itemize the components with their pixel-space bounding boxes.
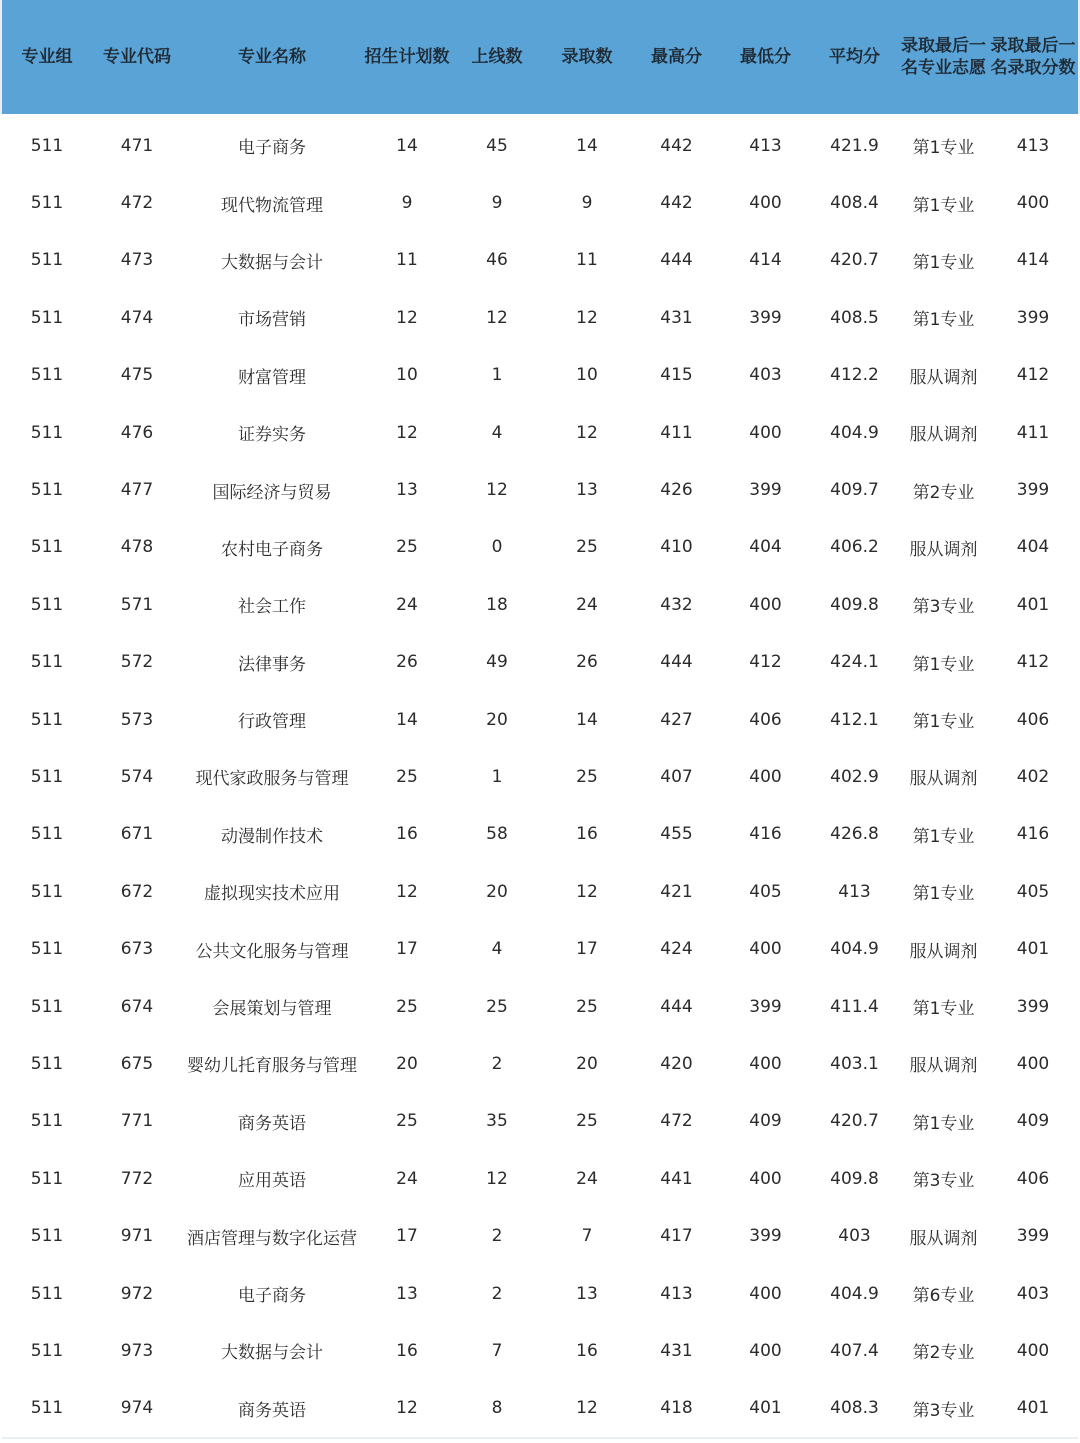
- cell-admitted: 12: [576, 422, 598, 443]
- cell-max: 441: [660, 1168, 693, 1189]
- header-plan: 招生计划数: [364, 47, 450, 67]
- cell-admitted: 16: [576, 824, 598, 845]
- cell-last-choice: 服从调剂: [909, 769, 978, 790]
- cell-plan: 17: [396, 1226, 418, 1247]
- table-row: [2, 748, 1078, 805]
- header-name: 专业名称: [238, 47, 306, 67]
- cell-name: 商务英语: [238, 1400, 306, 1421]
- cell-last-score: 406: [1016, 1168, 1050, 1189]
- cell-group: 511: [30, 480, 64, 501]
- table-row: [2, 1035, 1078, 1092]
- cell-code: 973: [120, 1340, 154, 1361]
- cell-max: 442: [660, 193, 693, 214]
- cell-min: 404: [749, 537, 782, 558]
- cell-avg: 408.5: [830, 307, 879, 328]
- cell-name: 动漫制作技术: [221, 826, 323, 847]
- cell-avg: 404.9: [830, 1283, 879, 1304]
- table-row: [2, 1265, 1078, 1322]
- header-min: 最低分: [740, 47, 791, 67]
- cell-admitted: 11: [576, 250, 598, 271]
- cell-min: 399: [749, 480, 782, 501]
- cell-code: 772: [120, 1168, 154, 1189]
- table-row: [2, 404, 1078, 461]
- cell-min: 399: [749, 1226, 782, 1247]
- cell-plan: 25: [396, 1111, 418, 1132]
- cell-last-score: 416: [1016, 824, 1050, 845]
- table-row: [2, 1207, 1078, 1264]
- cell-online: 49: [486, 652, 508, 673]
- cell-plan: 12: [396, 307, 418, 328]
- cell-name: 行政管理: [238, 712, 306, 733]
- cell-group: 511: [30, 1226, 64, 1247]
- cell-avg: 408.3: [830, 1398, 879, 1419]
- cell-online: 46: [486, 250, 508, 271]
- cell-avg: 424.1: [830, 652, 879, 673]
- cell-group: 511: [30, 193, 64, 214]
- cell-name: 市场营销: [238, 310, 306, 331]
- cell-last-choice: 第3专业: [912, 1171, 975, 1192]
- cell-name: 电子商务: [238, 1286, 306, 1306]
- cell-last-choice: 第3专业: [912, 1400, 975, 1421]
- header-code: 专业代码: [103, 47, 171, 67]
- table-row: [2, 978, 1078, 1035]
- cell-last-score: 400: [1016, 1340, 1050, 1361]
- cell-online: 20: [486, 881, 508, 902]
- cell-code: 473: [120, 250, 154, 271]
- cell-code: 675: [120, 1053, 154, 1074]
- cell-online: 7: [491, 1340, 503, 1361]
- cell-group: 511: [30, 709, 64, 730]
- cell-last-score: 404: [1016, 537, 1050, 558]
- cell-last-score: 399: [1016, 996, 1050, 1017]
- cell-code: 477: [120, 480, 154, 501]
- cell-plan: 11: [396, 250, 418, 271]
- cell-group: 511: [30, 996, 64, 1017]
- cell-group: 511: [30, 537, 64, 558]
- cell-last-score: 412: [1016, 652, 1050, 673]
- cell-min: 400: [749, 1340, 782, 1361]
- cell-admitted: 20: [576, 1053, 598, 1074]
- cell-last-choice: 服从调剂: [909, 1228, 978, 1249]
- cell-code: 572: [120, 652, 154, 673]
- table-row: [2, 347, 1078, 404]
- table-header: [0, 0, 1080, 114]
- cell-avg: 426.8: [830, 824, 879, 845]
- cell-admitted: 26: [576, 652, 598, 673]
- cell-code: 474: [120, 307, 154, 328]
- cell-last-choice: 第1专业: [912, 1113, 975, 1134]
- cell-max: 431: [660, 1340, 693, 1361]
- cell-last-score: 405: [1016, 881, 1050, 902]
- cell-plan: 12: [396, 422, 418, 443]
- cell-avg: 403: [838, 1226, 871, 1247]
- cell-last-score: 401: [1016, 1398, 1050, 1419]
- table-row: [2, 1093, 1078, 1150]
- cell-admitted: 9: [581, 193, 593, 214]
- cell-last-score: 402: [1016, 766, 1050, 787]
- cell-name: 酒店管理与数字化运营: [187, 1228, 357, 1249]
- cell-admitted: 14: [576, 135, 598, 156]
- cell-plan: 14: [396, 135, 418, 156]
- cell-group: 511: [30, 365, 64, 386]
- cell-min: 400: [749, 766, 782, 787]
- cell-last-choice: 第1专业: [912, 310, 975, 331]
- cell-admitted: 24: [576, 594, 598, 615]
- cell-name: 电子商务: [238, 138, 306, 159]
- cell-online: 2: [491, 1226, 503, 1247]
- header-group: 专业组: [21, 47, 73, 67]
- cell-name: 社会工作: [238, 597, 306, 618]
- cell-max: 411: [660, 422, 693, 443]
- cell-avg: 421.9: [830, 135, 879, 156]
- cell-code: 974: [120, 1398, 154, 1419]
- cell-max: 424: [660, 939, 693, 960]
- cell-max: 420: [660, 1053, 693, 1074]
- cell-last-score: 401: [1016, 594, 1050, 615]
- cell-online: 25: [486, 996, 508, 1017]
- cell-admitted: 25: [576, 1111, 598, 1132]
- table-row: [2, 806, 1078, 863]
- cell-online: 2: [491, 1283, 503, 1304]
- cell-admitted: 13: [576, 1283, 598, 1304]
- cell-last-choice: 第2专业: [912, 1343, 975, 1364]
- cell-last-score: 414: [1016, 250, 1050, 271]
- table-row: [2, 576, 1078, 633]
- cell-last-choice: 第1专业: [912, 712, 975, 733]
- cell-last-choice: 第3专业: [912, 597, 975, 618]
- table-row: [2, 691, 1078, 748]
- cell-code: 476: [120, 422, 154, 443]
- cell-plan: 13: [396, 480, 418, 501]
- cell-name: 应用英语: [238, 1171, 306, 1192]
- cell-avg: 412.1: [830, 709, 879, 730]
- cell-max: 410: [660, 537, 693, 558]
- cell-name: 大数据与会计: [221, 252, 323, 273]
- cell-last-score: 400: [1016, 1053, 1050, 1074]
- table-row: [2, 289, 1078, 346]
- cell-online: 4: [491, 939, 503, 960]
- cell-last-choice: 服从调剂: [909, 367, 978, 388]
- cell-plan: 25: [396, 537, 418, 558]
- cell-min: 403: [749, 365, 782, 386]
- cell-group: 511: [30, 939, 64, 960]
- cell-min: 400: [749, 422, 782, 443]
- cell-min: 400: [749, 193, 782, 214]
- cell-min: 400: [749, 594, 782, 615]
- cell-max: 432: [660, 594, 693, 615]
- cell-last-score: 411: [1016, 422, 1050, 443]
- cell-name: 商务英语: [238, 1113, 306, 1134]
- cell-admitted: 7: [581, 1226, 593, 1247]
- cell-online: 45: [486, 135, 508, 156]
- cell-code: 472: [120, 193, 154, 214]
- cell-group: 511: [30, 250, 64, 271]
- cell-last-score: 409: [1016, 1111, 1050, 1132]
- cell-name: 大数据与会计: [221, 1343, 323, 1364]
- cell-code: 971: [120, 1226, 154, 1247]
- cell-min: 400: [749, 1283, 782, 1304]
- cell-group: 511: [30, 1398, 64, 1419]
- cell-last-choice: 服从调剂: [909, 1056, 978, 1077]
- cell-avg: 409.7: [830, 480, 879, 501]
- cell-admitted: 12: [576, 1398, 598, 1419]
- cell-online: 35: [486, 1111, 508, 1132]
- cell-min: 412: [749, 652, 782, 673]
- cell-min: 400: [749, 1168, 782, 1189]
- cell-max: 444: [660, 250, 693, 271]
- cell-last-score: 399: [1016, 307, 1050, 328]
- cell-min: 400: [749, 1053, 782, 1074]
- cell-max: 431: [660, 307, 693, 328]
- table-row: [2, 1150, 1078, 1207]
- cell-avg: 408.4: [830, 193, 879, 214]
- cell-avg: 402.9: [830, 766, 879, 787]
- cell-name: 公共文化服务与管理: [195, 941, 349, 962]
- cell-max: 426: [660, 480, 693, 501]
- cell-avg: 409.8: [830, 594, 879, 615]
- cell-last-choice: 服从调剂: [909, 941, 978, 962]
- cell-avg: 413: [838, 881, 871, 902]
- cell-online: 4: [491, 422, 503, 443]
- table-row: [2, 461, 1078, 518]
- cell-last-choice: 第1专业: [912, 252, 975, 273]
- cell-code: 673: [120, 939, 154, 960]
- cell-admitted: 12: [576, 307, 598, 328]
- cell-group: 511: [30, 881, 64, 902]
- cell-plan: 10: [396, 365, 418, 386]
- cell-min: 401: [749, 1398, 782, 1419]
- cell-avg: 412.2: [830, 365, 879, 386]
- cell-online: 20: [486, 709, 508, 730]
- cell-avg: 404.9: [830, 422, 879, 443]
- cell-admitted: 12: [576, 881, 598, 902]
- cell-min: 405: [749, 881, 782, 902]
- cell-admitted: 14: [576, 709, 598, 730]
- header-avg: 平均分: [829, 47, 880, 67]
- cell-code: 471: [120, 135, 154, 156]
- cell-avg: 407.4: [830, 1340, 879, 1361]
- cell-last-choice: 第1专业: [912, 884, 975, 905]
- cell-max: 455: [660, 824, 693, 845]
- cell-plan: 12: [396, 1398, 418, 1419]
- cell-last-choice: 第1专业: [912, 826, 975, 847]
- cell-max: 407: [660, 766, 693, 787]
- table-body: [0, 114, 1080, 1437]
- cell-group: 511: [30, 1111, 64, 1132]
- cell-plan: 24: [396, 594, 418, 615]
- cell-group: 511: [30, 766, 64, 787]
- cell-plan: 26: [396, 652, 418, 673]
- cell-code: 671: [120, 824, 154, 845]
- cell-min: 414: [749, 250, 782, 271]
- cell-last-choice: 第1专业: [912, 138, 975, 159]
- cell-min: 409: [749, 1111, 782, 1132]
- cell-last-choice: 服从调剂: [909, 425, 978, 446]
- cell-admitted: 16: [576, 1340, 598, 1361]
- cell-max: 413: [660, 1283, 693, 1304]
- cell-last-score: 399: [1016, 1226, 1050, 1247]
- cell-online: 1: [491, 766, 503, 787]
- cell-online: 58: [486, 824, 508, 845]
- cell-last-choice: 服从调剂: [909, 539, 978, 560]
- cell-plan: 24: [396, 1168, 418, 1189]
- cell-last-score: 399: [1016, 480, 1050, 501]
- table-row: [2, 1322, 1078, 1379]
- cell-last-choice: 第2专业: [912, 482, 975, 503]
- cell-name: 财富管理: [238, 367, 306, 388]
- header-online: 上线数: [471, 47, 523, 67]
- table-row: [2, 232, 1078, 289]
- cell-group: 511: [30, 422, 64, 443]
- cell-max: 442: [660, 135, 693, 156]
- cell-code: 574: [120, 766, 154, 787]
- cell-online: 9: [491, 193, 503, 214]
- cell-plan: 16: [396, 824, 418, 845]
- cell-group: 511: [30, 1053, 64, 1074]
- cell-avg: 420.7: [830, 250, 879, 271]
- cell-last-score: 401: [1016, 939, 1050, 960]
- cell-name: 国际经济与贸易: [212, 482, 332, 503]
- table-row: [2, 863, 1078, 920]
- cell-max: 421: [660, 881, 693, 902]
- cell-last-score: 400: [1016, 193, 1050, 214]
- cell-online: 18: [486, 594, 508, 615]
- cell-plan: 17: [396, 939, 418, 960]
- header-admitted: 录取数: [561, 47, 613, 67]
- cell-min: 400: [749, 939, 782, 960]
- cell-last-score: 412: [1016, 365, 1050, 386]
- cell-min: 406: [749, 709, 782, 730]
- cell-name: 会展策划与管理: [212, 999, 332, 1020]
- table-row: [2, 1380, 1078, 1437]
- cell-code: 972: [120, 1283, 154, 1304]
- cell-group: 511: [30, 1283, 64, 1304]
- header-last-choice: 录取最后一名专业志愿: [901, 36, 986, 78]
- cell-avg: 409.8: [830, 1168, 879, 1189]
- cell-code: 672: [120, 881, 154, 902]
- cell-max: 427: [660, 709, 693, 730]
- cell-avg: 404.9: [830, 939, 879, 960]
- cell-plan: 25: [396, 766, 418, 787]
- cell-last-score: 406: [1016, 709, 1050, 730]
- cell-max: 444: [660, 652, 693, 673]
- cell-avg: 411.4: [830, 996, 879, 1017]
- cell-online: 12: [486, 307, 508, 328]
- cell-code: 571: [120, 594, 154, 615]
- cell-admitted: 25: [576, 766, 598, 787]
- cell-code: 674: [120, 996, 154, 1017]
- cell-last-score: 413: [1016, 135, 1050, 156]
- cell-last-choice: 第1专业: [912, 654, 975, 675]
- cell-plan: 14: [396, 709, 418, 730]
- cell-last-score: 403: [1016, 1283, 1050, 1304]
- header-last-score: 录取最后一名录取分数: [990, 36, 1076, 78]
- table-row: [2, 634, 1078, 691]
- cell-plan: 9: [401, 193, 413, 214]
- table-row: [2, 117, 1078, 174]
- cell-group: 511: [30, 307, 64, 328]
- cell-avg: 403.1: [830, 1053, 879, 1074]
- cell-max: 444: [660, 996, 693, 1017]
- cell-max: 415: [660, 365, 693, 386]
- cell-group: 511: [30, 594, 64, 615]
- cell-online: 12: [486, 480, 508, 501]
- table-row: [2, 519, 1078, 576]
- cell-name: 婴幼儿托育服务与管理: [187, 1056, 357, 1077]
- cell-admitted: 25: [576, 537, 598, 558]
- cell-group: 511: [30, 652, 64, 673]
- cell-plan: 25: [396, 996, 418, 1017]
- cell-admitted: 10: [576, 365, 598, 386]
- cell-name: 法律事务: [238, 654, 306, 675]
- cell-name: 农村电子商务: [221, 539, 323, 560]
- cell-code: 478: [120, 537, 154, 558]
- cell-plan: 13: [396, 1283, 418, 1304]
- cell-admitted: 25: [576, 996, 598, 1017]
- cell-max: 472: [660, 1111, 693, 1132]
- cell-name: 虚拟现实技术应用: [204, 884, 340, 905]
- cell-last-choice: 第1专业: [912, 195, 975, 216]
- cell-last-choice: 第1专业: [912, 999, 975, 1020]
- cell-plan: 20: [396, 1053, 418, 1074]
- cell-last-choice: 第6专业: [912, 1286, 975, 1306]
- cell-group: 511: [30, 1168, 64, 1189]
- cell-group: 511: [30, 824, 64, 845]
- cell-name: 现代家政服务与管理: [195, 769, 349, 790]
- cell-admitted: 24: [576, 1168, 598, 1189]
- cell-online: 12: [486, 1168, 508, 1189]
- cell-plan: 16: [396, 1340, 418, 1361]
- cell-admitted: 17: [576, 939, 598, 960]
- cell-code: 475: [120, 365, 154, 386]
- cell-online: 8: [491, 1398, 503, 1419]
- cell-min: 416: [749, 824, 782, 845]
- cell-min: 399: [749, 307, 782, 328]
- cell-online: 1: [491, 365, 503, 386]
- cell-group: 511: [30, 135, 64, 156]
- table-row: [2, 174, 1078, 231]
- cell-name: 现代物流管理: [221, 195, 323, 216]
- cell-max: 417: [660, 1226, 693, 1247]
- header-max: 最高分: [651, 47, 702, 67]
- cell-online: 0: [491, 537, 503, 558]
- cell-avg: 406.2: [830, 537, 879, 558]
- cell-min: 413: [749, 135, 782, 156]
- cell-code: 771: [120, 1111, 154, 1132]
- cell-min: 399: [749, 996, 782, 1017]
- cell-max: 418: [660, 1398, 693, 1419]
- cell-admitted: 13: [576, 480, 598, 501]
- cell-online: 2: [491, 1053, 503, 1074]
- table-row: [2, 920, 1078, 977]
- cell-plan: 12: [396, 881, 418, 902]
- cell-code: 573: [120, 709, 154, 730]
- cell-avg: 420.7: [830, 1111, 879, 1132]
- cell-group: 511: [30, 1340, 64, 1361]
- cell-name: 证券实务: [238, 425, 306, 446]
